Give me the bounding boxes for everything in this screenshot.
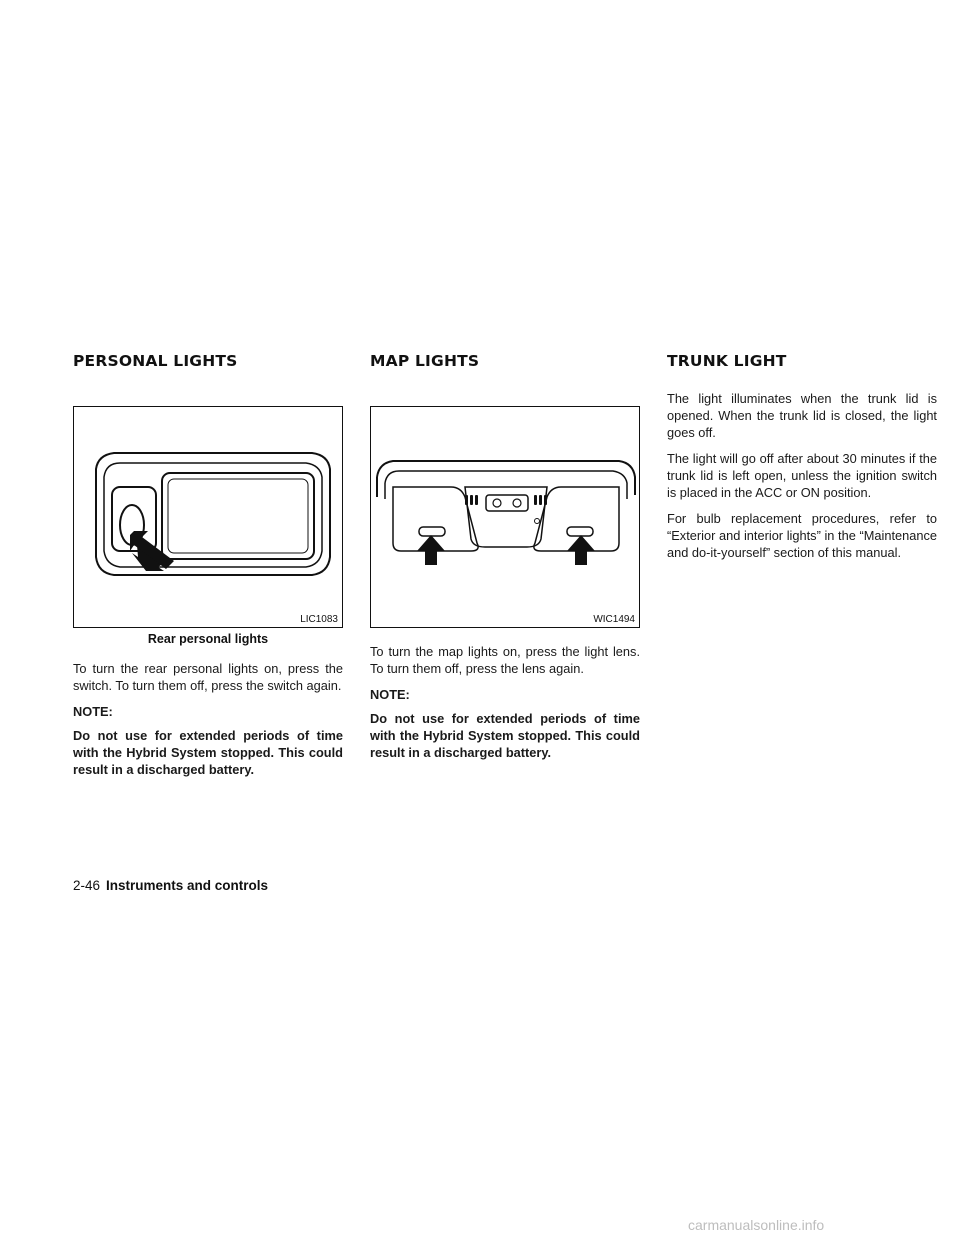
page-footer — [73, 878, 268, 893]
trunk-light-text — [667, 390, 937, 570]
paragraph: To turn the map lights on, press the light lens. To turn them off, press the lens again. — [370, 644, 640, 676]
figure-caption: Rear personal lights — [147, 632, 269, 646]
left-arrow-icon — [417, 535, 445, 565]
note-label: NOTE: — [73, 704, 113, 719]
watermark: carmanualsonline.info — [688, 1217, 825, 1233]
personal-lights-text — [73, 660, 343, 787]
map-lights-figure — [370, 406, 640, 628]
trunk-light-title: TRUNK LIGHT — [667, 352, 787, 370]
figure-code: WIC1494 — [593, 614, 635, 625]
paragraph: The light will go off after about 30 minutes if the trunk lid is left open, unless the ignition switch is placed in the ACC or ON position. — [667, 451, 937, 500]
paragraph: The light illuminates when the trunk lid is opened. When the trunk lid is closed, the light goes off. — [667, 391, 937, 440]
figure-code: LIC1083 — [300, 614, 338, 625]
note-body: Do not use for extended periods of time with the Hybrid System stopped. This could result in a discharged battery. — [73, 728, 343, 777]
paragraph: For bulb replacement procedures, refer to “Exterior and interior lights” in the “Maintenance and do-it-yourself” section of this manual. — [667, 511, 937, 560]
note-body: Do not use for extended periods of time with the Hybrid System stopped. This could result in a discharged battery. — [370, 711, 640, 760]
rear-personal-light-illustration — [74, 407, 344, 629]
personal-lights-title: PERSONAL LIGHTS — [73, 352, 238, 370]
paragraph: To turn the rear personal lights on, press the switch. To turn them off, press the switch again. — [73, 661, 343, 693]
map-lights-text — [370, 643, 640, 770]
page-number: 2-46 — [73, 878, 101, 893]
right-arrow-icon — [567, 535, 595, 565]
map-light-illustration — [371, 407, 641, 629]
map-lights-title: MAP LIGHTS — [370, 352, 480, 370]
chapter-title: Instruments and controls — [106, 878, 269, 893]
note-label: NOTE: — [370, 687, 410, 702]
rear-personal-lights-figure — [73, 406, 343, 628]
